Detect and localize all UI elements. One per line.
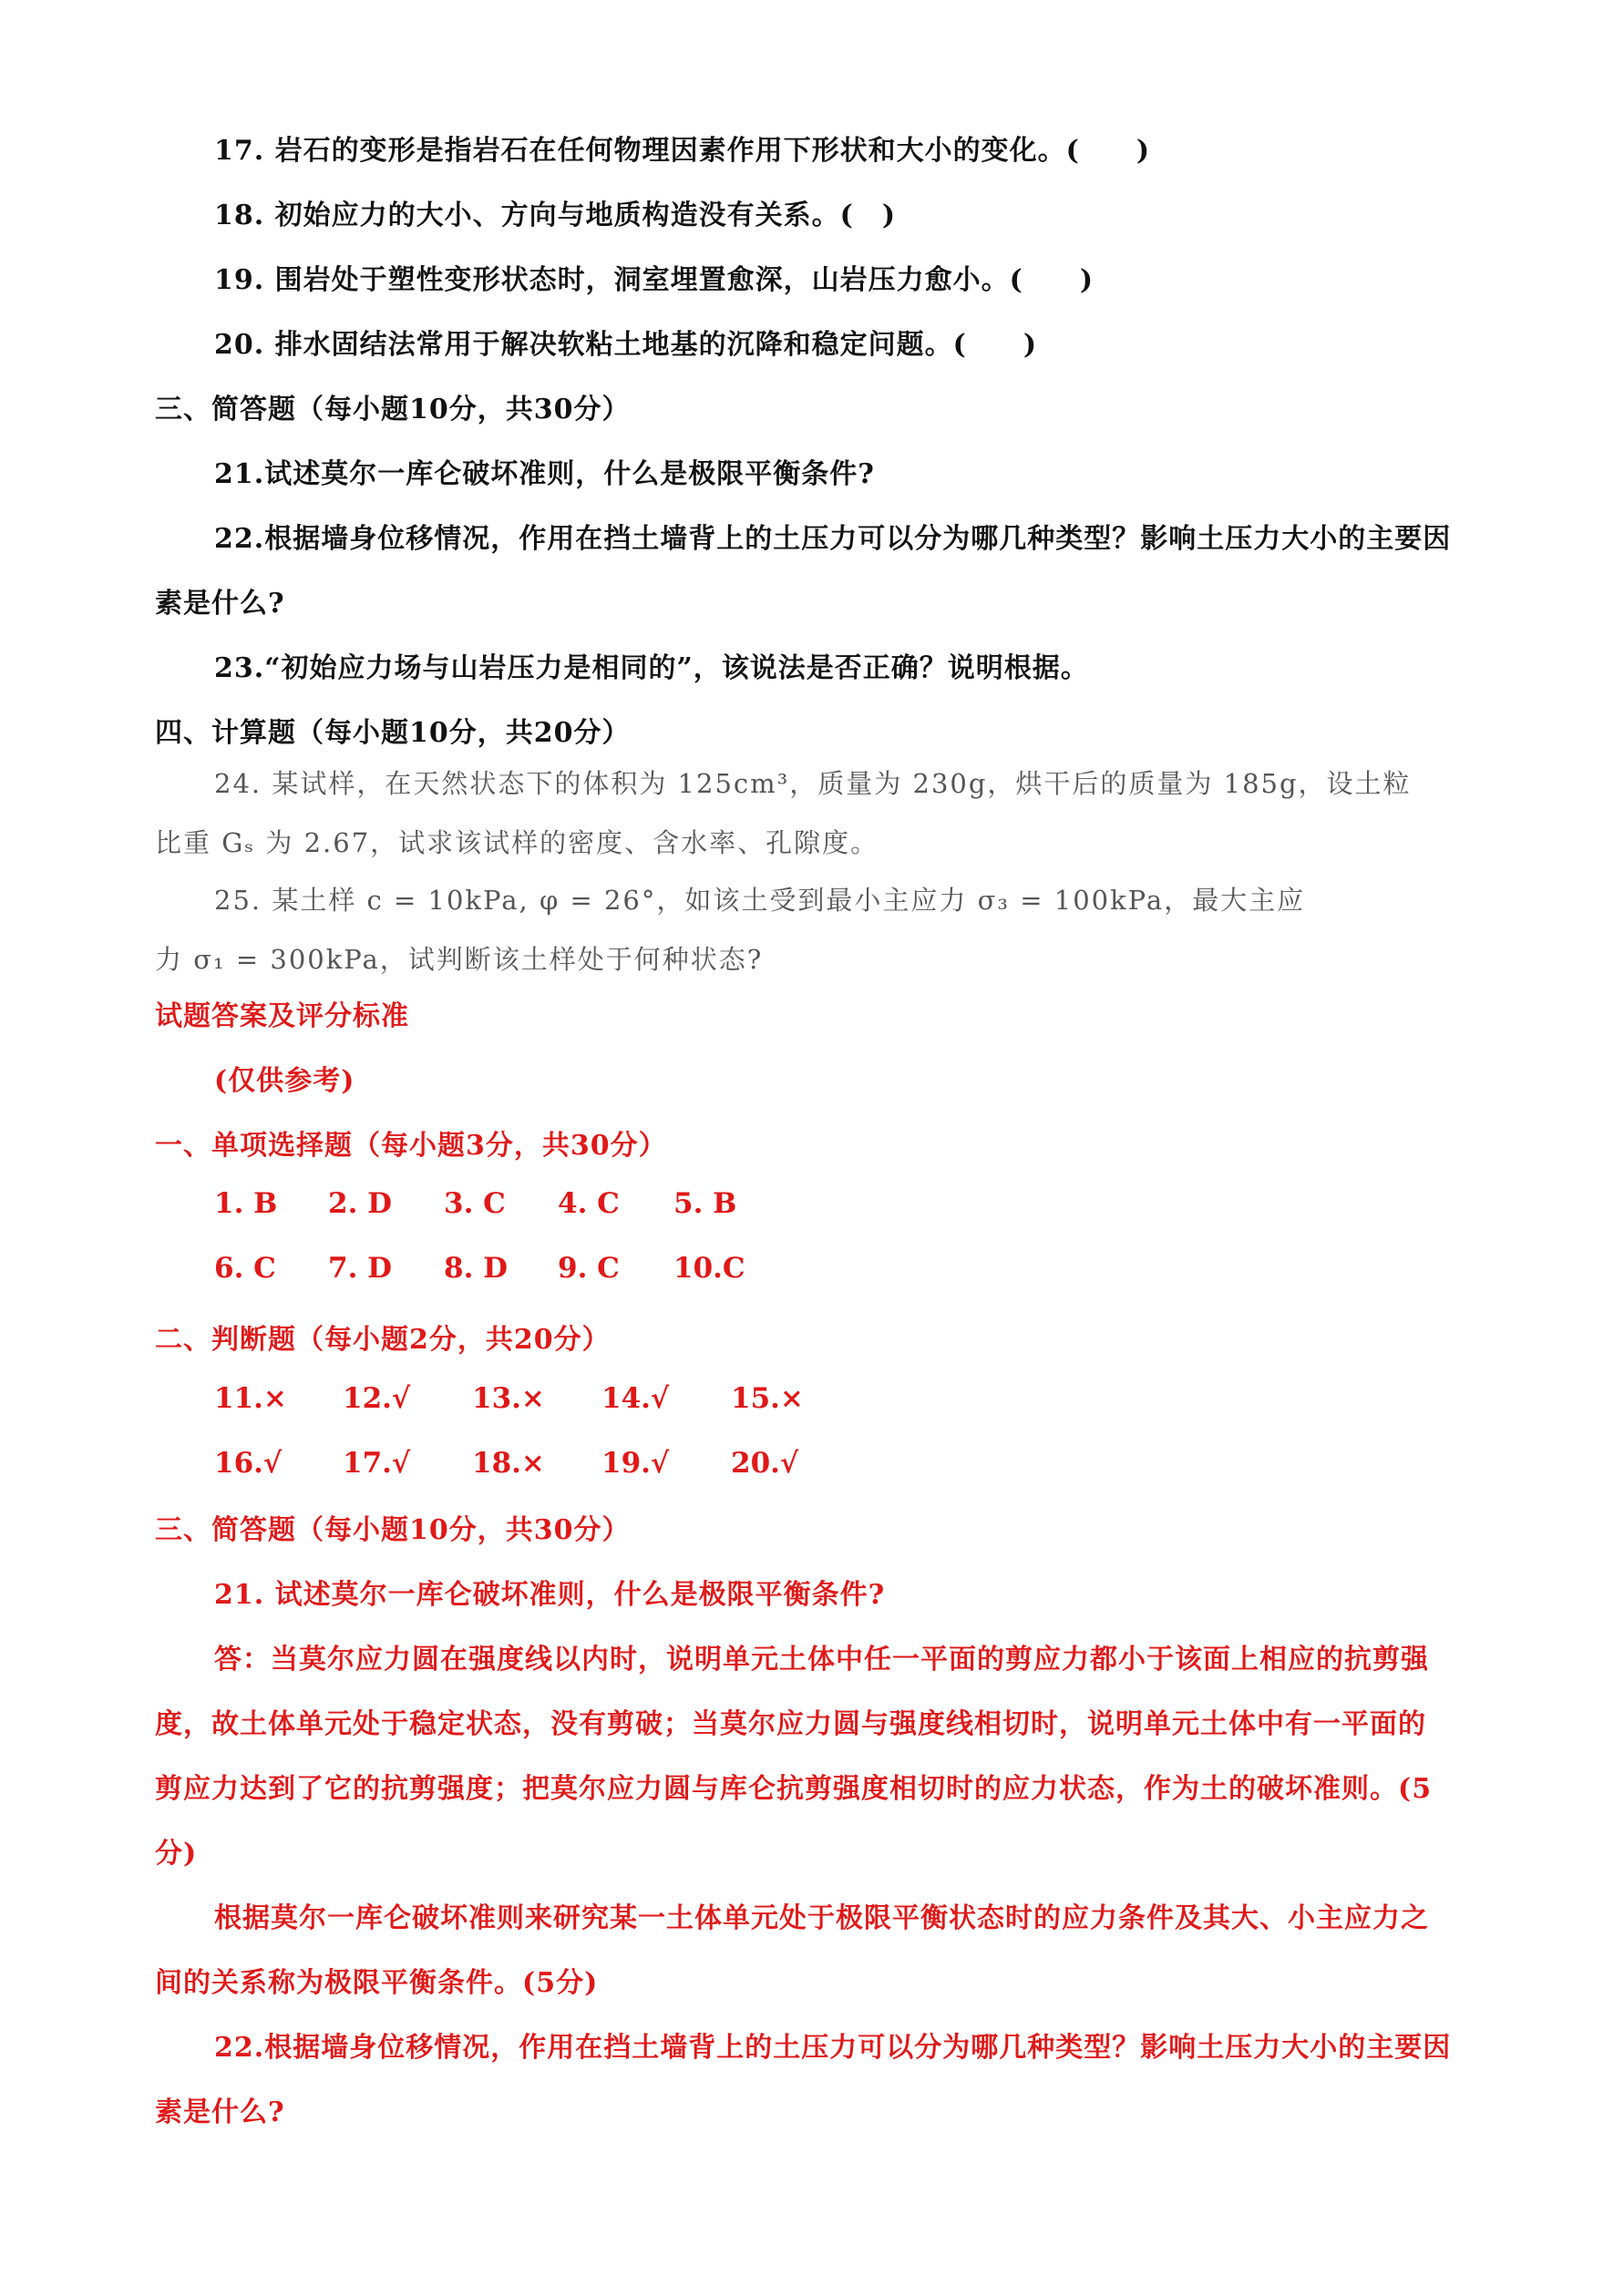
answer-item: 10.C xyxy=(673,1252,745,1285)
question-21: 21.试述莫尔一库仑破坏准则，什么是极限平衡条件? xyxy=(214,458,875,490)
answer-item: 13.× xyxy=(472,1382,545,1415)
question-18: 18. 初始应力的大小、方向与地质构造没有关系。( ) xyxy=(214,200,897,231)
answer-item: 16.√ xyxy=(214,1447,283,1480)
question-24-line1: 24. 某试样，在天然状态下的体积为 125cm³，质量为 230g，烘干后的质量为 185g，设土粒 xyxy=(214,768,1412,799)
question-20: 20. 排水固结法常用于解决软粘土地基的沉降和稳定问题。( ) xyxy=(214,329,1038,361)
answer-item: 1. B xyxy=(214,1187,278,1220)
answer-item: 20.√ xyxy=(731,1447,799,1480)
answer-21-para2-line1: 根据莫尔一库仑破坏准则来研究某一土体单元处于极限平衡状态时的应力条件及其大、小主应力之 xyxy=(214,1902,1429,1934)
question-22-line2: 素是什么? xyxy=(155,588,285,620)
question-25-line1: 25. 某土样 c = 10kPa, φ = 26°，如该土受到最小主应力 σ₃ = 100kPa，最大主应 xyxy=(214,885,1306,916)
answer-item: 15.× xyxy=(731,1382,804,1415)
answers-section1-heading: 一、单项选择题（每小题3分，共30分） xyxy=(155,1130,667,1162)
answer-22-question-line2: 素是什么? xyxy=(155,2096,285,2128)
answers-subtitle: (仅供参考) xyxy=(214,1065,355,1097)
answer-item: 2. D xyxy=(328,1187,393,1220)
answer-item: 7. D xyxy=(328,1252,393,1285)
answer-item: 4. C xyxy=(558,1187,620,1220)
question-24-line2: 比重 Gₛ 为 2.67，试求该试样的密度、含水率、孔隙度。 xyxy=(155,827,879,858)
answer-item: 18.× xyxy=(472,1447,545,1480)
answer-22-question-line1: 22.根据墙身位移情况，作用在挡土墙背上的土压力可以分为哪几种类型？影响土压力大小的主要因 xyxy=(214,2032,1452,2064)
answer-item: 6. C xyxy=(214,1252,276,1285)
question-25-line2: 力 σ₁ = 300kPa，试判断该土样处于何种状态? xyxy=(155,944,764,975)
answer-21-para1-line4: 分) xyxy=(155,1838,198,1870)
answer-21-para1-line3: 剪应力达到了它的抗剪强度；把莫尔应力圆与库仑抗剪强度相切时的应力状态，作为土的破坏准则。(5 xyxy=(155,1773,1433,1805)
question-22-line1: 22.根据墙身位移情况，作用在挡土墙背上的土压力可以分为哪几种类型？影响土压力大小的主要因 xyxy=(214,523,1452,555)
question-19: 19. 围岩处于塑性变形状态时，洞室埋置愈深，山岩压力愈小。( ) xyxy=(214,264,1095,296)
question-17: 17. 岩石的变形是指岩石在任何物理因素作用下形状和大小的变化。( ) xyxy=(214,135,1151,167)
answers-title: 试题答案及评分标准 xyxy=(155,1000,409,1032)
answer-item: 8. D xyxy=(444,1252,509,1285)
answer-21-question: 21. 试述莫尔一库仑破坏准则，什么是极限平衡条件? xyxy=(214,1579,886,1611)
answers-section2-heading: 二、判断题（每小题2分，共20分） xyxy=(155,1324,611,1356)
question-23: 23.“初始应力场与山岩压力是相同的”，该说法是否正确？说明根据。 xyxy=(214,652,1089,684)
answer-item: 12.√ xyxy=(343,1382,411,1415)
section3-heading: 三、简答题（每小题10分，共30分） xyxy=(155,394,631,425)
answer-item: 9. C xyxy=(558,1252,620,1285)
answer-item: 14.√ xyxy=(601,1382,670,1415)
answers-section3-heading: 三、简答题（每小题10分，共30分） xyxy=(155,1514,631,1546)
answer-item: 5. B xyxy=(673,1187,737,1220)
answer-item: 17.√ xyxy=(343,1447,411,1480)
answer-item: 11.× xyxy=(214,1382,287,1415)
section4-heading: 四、计算题（每小题10分，共20分） xyxy=(155,717,631,749)
answer-item: 3. C xyxy=(444,1187,506,1220)
answer-item: 19.√ xyxy=(601,1447,670,1480)
answer-21-para1-line1: 答：当莫尔应力圆在强度线以内时，说明单元土体中任一平面的剪应力都小于该面上相应的抗剪强 xyxy=(214,1644,1429,1676)
answer-21-para2-line2: 间的关系称为极限平衡条件。(5分) xyxy=(155,1967,599,1999)
answer-21-para1-line2: 度，故土体单元处于稳定状态，没有剪破；当莫尔应力圆与强度线相切时，说明单元土体中有一平面的 xyxy=(155,1708,1426,1740)
